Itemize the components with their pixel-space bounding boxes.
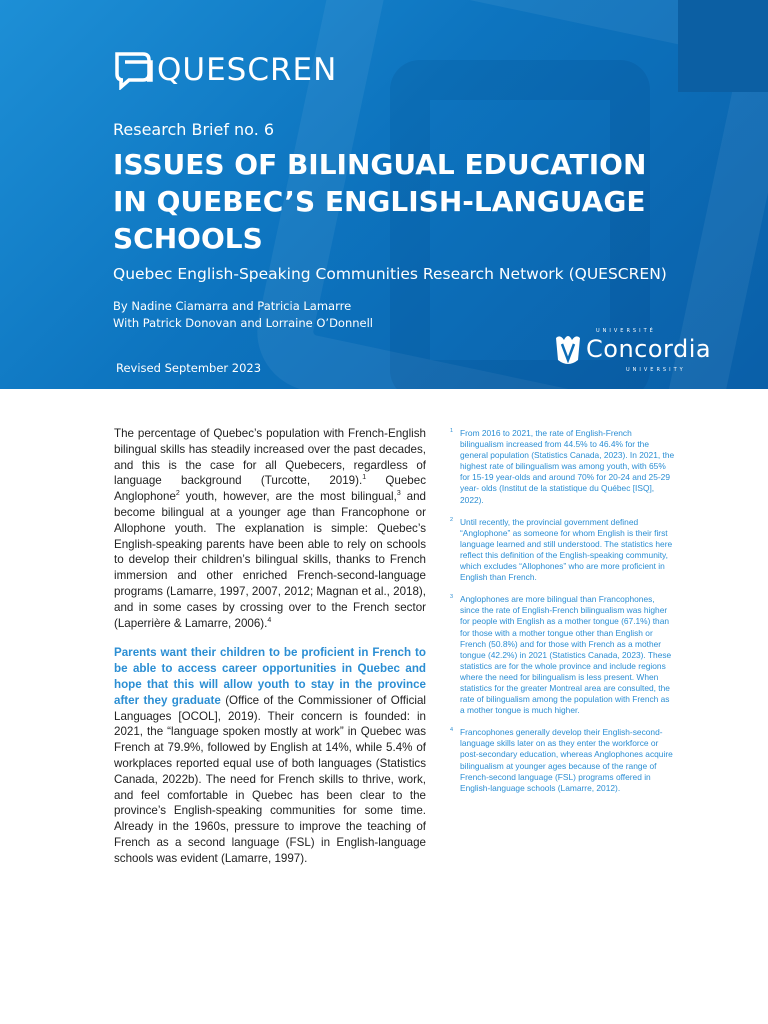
quescren-logo: [113, 50, 337, 90]
text-run: and become bilingual at a younger age than Francophone or Allophone youth. The explanation is simple: Quebec’s English-speaking parents have been able to rely on schools to develop their children’s bilingual skills, thanks to French immersion and other enriched French-second-language programs (Lamarre, 1997, 2007, 2012; Magnan et al., 2018), and in some cases by crossing over to the French sector (Laperrière & Lamarre, 2006).: [114, 490, 426, 630]
revised-date: Revised September 2023: [116, 361, 262, 375]
highlighted-quote: Parents want their children to be proficient in French to be able to access career opportunities in Quebec and hope that this will allow youth to stay in the province after they graduate: [114, 646, 426, 707]
text-run: youth, however, are the most bilingual,: [179, 490, 397, 504]
text-run: (Office of the Commissioner of Official Languages [OCOL], 2019). Their concern is founded: in 2021, the “language spoken mostly at work” in Quebec was French at 79.9%, followed by English at 14%, while 5.4% of workplaces reported equal use of both languages (Statistics Canada, 2022b). The need for French skills to thrive, work, and feel comfortable in Quebec has been clear to the province’s English-speaking communities for some time. Already in the 1960s, pressure to improve the teaching of French as a second language (FSL) in English-language schools was evident (Lamarre, 1997).: [114, 693, 426, 865]
footnote-ref: 3: [396, 490, 401, 498]
logo-text: QUESCREN: [157, 51, 338, 88]
brief-number: Research Brief no. 6: [113, 120, 275, 139]
corner-block: [678, 0, 768, 92]
footnote-ref: 2: [175, 490, 180, 498]
footnote: [450, 594, 676, 716]
authors-line: By Nadine Ciamarra and Patricia Lamarre: [113, 299, 352, 313]
footnote: [450, 727, 676, 794]
concordia-logo: [550, 328, 730, 378]
paragraph: [114, 426, 426, 631]
footnote-text: Anglophones are more bilingual than Francophones, since the rate of English-French bilingualism was higher for people with English as a mother tongue (67.1%) than for those with a mother tongue other than English or French (50.8%) and for those with French as a mother tongue (42.2%) in 2021 (Statistics Canada, 2023). These statistics are for the whole province and include regions where the need for bilingualism is less present. When statistics for the greater Montreal area are consulted, the rate of bilingualism among the population with French as a mother tongue is much higher.: [460, 594, 672, 716]
text-run: Quebec Anglophone: [114, 474, 426, 504]
text-run: The percentage of Quebec’s population with French-English bilingual skills has steadily increased over the past decades, and this is the case for all Quebecers, regardless of language background (Turcotte, 2019).: [114, 427, 426, 488]
speech-bubble-icon: [113, 50, 155, 90]
subtitle: Quebec English-Speaking Communities Research Network (QUESCREN): [113, 265, 667, 283]
title-line: SCHOOLS: [113, 222, 263, 255]
footnote-text: Until recently, the provincial government defined “Anglophone” as someone for whom English is their first language learned and still understood. The statistics here reflect this definition of the English-speaking community, which excludes “Allophones” who are more proficient in English than French.: [460, 516, 673, 583]
authors: [113, 298, 373, 332]
footnote-ref: 1: [362, 474, 367, 482]
title-line: IN QUEBEC’S ENGLISH-LANGUAGE: [113, 185, 646, 218]
footnote: [450, 428, 676, 506]
footnote-number: 2: [450, 516, 454, 523]
university-name: Concordia: [586, 335, 712, 363]
university-label-bottom: UNIVERSITY: [626, 367, 686, 373]
footnote-text: Francophones generally develop their English-second-language skills later on as they enter the workforce or post-secondary education, whereas Anglophones acquire bilingualism at younger ages because of the range of French-second language (FSL) programs offered in English-language schools (Lamarre, 2012).: [460, 727, 673, 793]
footnote-number: 3: [450, 594, 454, 601]
footnote: [450, 517, 676, 584]
cover-banner: [0, 0, 768, 389]
university-label-top: UNIVERSITÉ: [596, 328, 656, 334]
footnote-number: 4: [450, 727, 454, 734]
page-title: [113, 146, 673, 257]
footnotes: [450, 428, 676, 805]
footnote-number: 1: [450, 428, 454, 434]
main-text: [114, 426, 426, 881]
paragraph: [114, 645, 426, 866]
footnote-ref: 4: [267, 616, 272, 624]
authors-line: With Patrick Donovan and Lorraine O’Donnell: [113, 316, 374, 330]
footnote-text: From 2016 to 2021, the rate of English-French bilingualism increased from 44.5% to 46.4% for the general population (Statistics Canada, 2023). In 2021, the highest rate of bilingualism was among youth, with 65% for 15-19 year-olds and around 70% for 20-24 and 25-29 year- olds (Institut de la statistique du Québec [ISQ], 2022).: [460, 428, 675, 505]
crest-icon: [550, 330, 586, 370]
title-line: ISSUES OF BILINGUAL EDUCATION: [113, 148, 647, 181]
